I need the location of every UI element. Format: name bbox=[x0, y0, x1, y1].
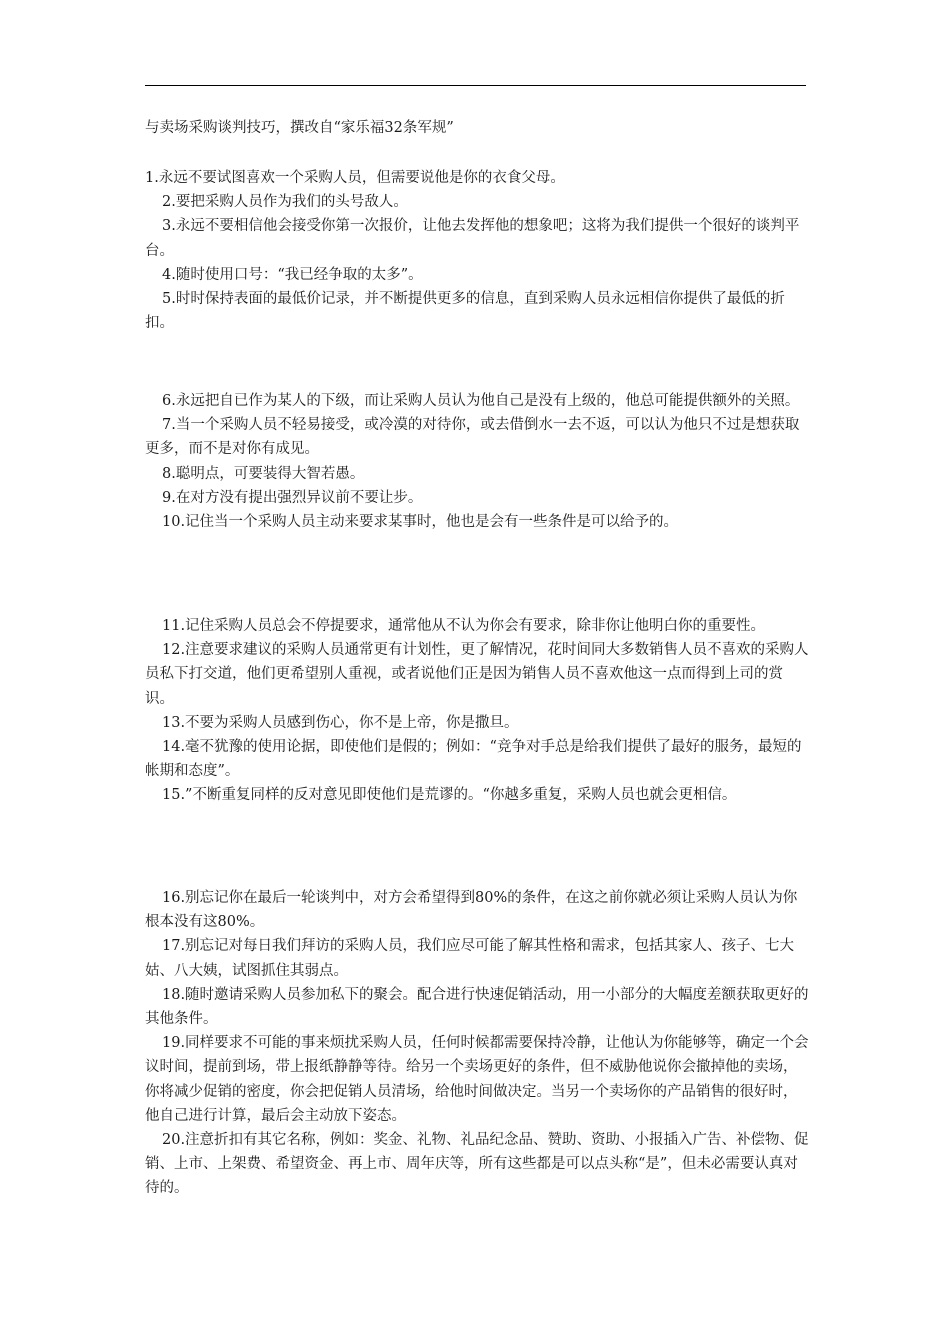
rule-text: 6.永远把自已作为某人的下级，而让采购人员认为他自己是没有上级的，他总可能提供额外的关照。 bbox=[162, 393, 800, 409]
rule-item bbox=[145, 413, 809, 461]
rule-item bbox=[145, 735, 809, 783]
rule-item bbox=[145, 214, 809, 262]
rule-item bbox=[145, 462, 809, 486]
section-2 bbox=[145, 389, 809, 534]
rule-item bbox=[145, 486, 809, 510]
rule-text: 9.在对方没有提出强烈异议前不要让步。 bbox=[162, 489, 423, 506]
rule-text: 11.记住采购人员总会不停提要求，通常他从不认为你会有要求，除非你让他明白你的重要性。 bbox=[162, 618, 766, 634]
rule-text: 12.注意要求建议的采购人员通常更有计划性，更了解情况，花时间同大多数销售人员不喜欢的采购人员私下打交道，他们更希望别人重视，或者说他们正是因为销售人员不喜欢他这一点而得到上司的赏识。 bbox=[145, 642, 809, 707]
rule-text: 20.注意折扣有其它名称，例如：奖金、礼物、礼品纪念品、赞助、资助、小报插入广告、补偿物、促销、上市、上架费、希望资金、再上市、周年庆等，所有这些都是可以点头称“是”，但未必需要认真对待的。 bbox=[145, 1132, 809, 1197]
rule-item bbox=[145, 287, 809, 335]
rule-item bbox=[145, 389, 809, 413]
rule-item bbox=[145, 510, 809, 534]
rule-item bbox=[145, 638, 809, 711]
rule-item bbox=[145, 1128, 809, 1201]
rule-text: 15.”不断重复同样的反对意见即使他们是荒谬的。“你越多重复，采购人员也就会更相信。 bbox=[162, 787, 737, 804]
rule-text: 13.不要为采购人员感到伤心，你不是上帝，你是撒旦。 bbox=[162, 714, 519, 731]
rule-item bbox=[145, 711, 809, 735]
rule-text: 10.记住当一个采购人员主动来要求某事时，他也是会有一些条件是可以给予的。 bbox=[162, 514, 679, 531]
rule-text: 17.别忘记对每日我们拜访的采购人员，我们应尽可能了解其性格和需求，包括其家人、孩子、七大姑、八大姨，试图抓住其弱点。 bbox=[145, 938, 795, 979]
rule-text: 19.同样要求不可能的事来烦扰采购人员，任何时候都需要保持冷静，让他认为你能够等，确定一个会议时间，提前到场，带上报纸静静等待。给另一个卖场更好的条件，但不威胁他说你会撤掉他的卖场，你将减少促销的密度，你会把促销人员清场，给他时间做决定。当另一个卖场你的产品销售的很好时，他自己进行计算，最后会主动放下姿态。 bbox=[145, 1035, 809, 1124]
rule-text: 4.随时使用口号：“我已经争取的太多”。 bbox=[162, 266, 423, 283]
rule-item bbox=[145, 263, 809, 287]
rule-text: 5.时时保持表面的最低价记录，并不断提供更多的信息，直到采购人员永远相信你提供了最低的折扣。 bbox=[145, 291, 785, 332]
rule-text: 16.别忘记你在最后一轮谈判中，对方会希望得到80%的条件，在这之前你就必须让采购人员认为你根本没有这80%。 bbox=[145, 890, 798, 931]
rule-item bbox=[145, 166, 809, 190]
rule-text: 8.聪明点，可要装得大智若愚。 bbox=[162, 465, 365, 482]
rule-item bbox=[145, 783, 809, 807]
rule-item bbox=[145, 983, 809, 1031]
rule-text: 18.随时邀请采购人员参加私下的聚会。配合进行快速促销活动，用一小部分的大幅度差额获取更好的其他条件。 bbox=[145, 986, 809, 1028]
document-title: 与卖场采购谈判技巧，撰改自“家乐福32条军规” bbox=[145, 120, 454, 136]
rule-text: 7.当一个采购人员不轻易接受，或冷漠的对待你，或去借倒水一去不返，可以认为他只不过是想获取更多，而不是对你有成见。 bbox=[145, 417, 800, 458]
section-1 bbox=[145, 166, 809, 335]
rule-item bbox=[145, 886, 809, 934]
section-3 bbox=[145, 614, 809, 808]
rule-text: 2.要把采购人员作为我们的头号敌人。 bbox=[162, 194, 408, 211]
rule-item bbox=[145, 934, 809, 982]
section-4 bbox=[145, 886, 809, 1201]
rule-text: 1.永远不要试图喜欢一个采购人员，但需要说他是你的衣食父母。 bbox=[145, 170, 565, 186]
header-rule bbox=[145, 85, 806, 86]
rule-item bbox=[145, 190, 809, 214]
rule-item bbox=[145, 1031, 809, 1128]
rule-item bbox=[145, 614, 809, 638]
rule-text: 3.永远不要相信他会接受你第一次报价，让他去发挥他的想象吧；这将为我们提供一个很好的谈判平台。 bbox=[145, 218, 800, 259]
rule-text: 14.毫不犹豫的使用论据，即使他们是假的；例如：“竞争对手总是给我们提供了最好的服务，最短的帐期和态度”。 bbox=[145, 739, 802, 780]
